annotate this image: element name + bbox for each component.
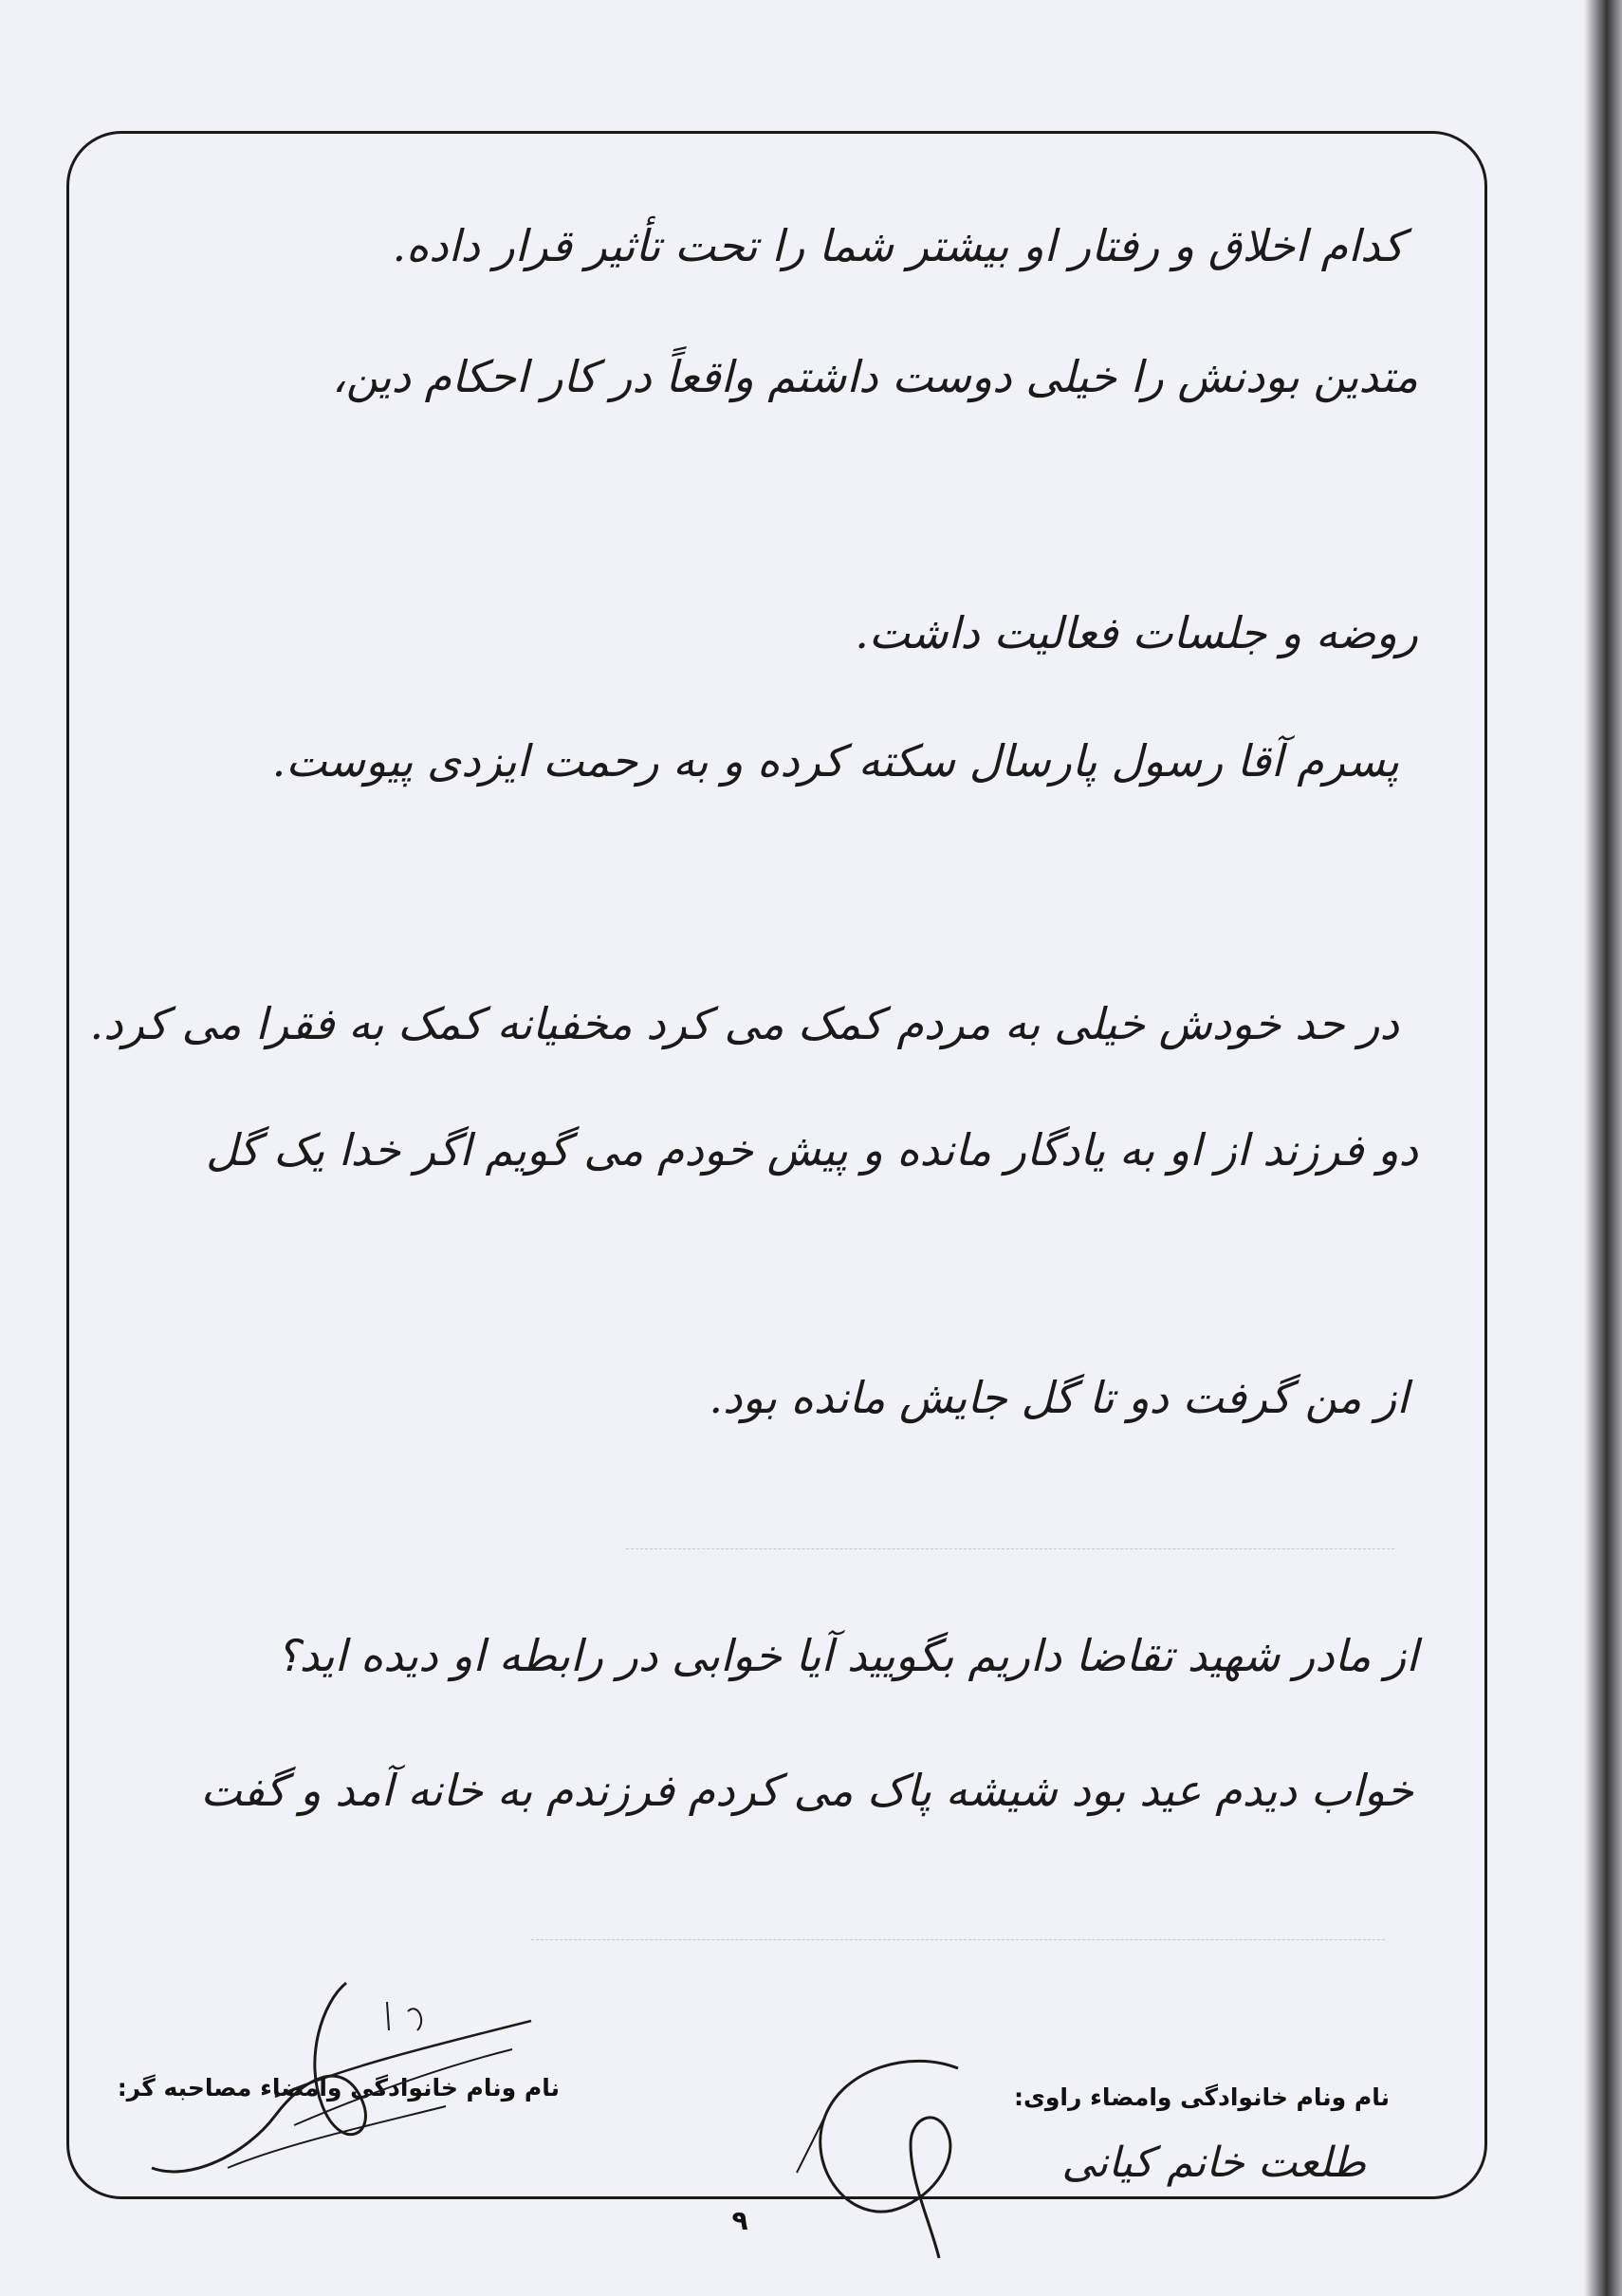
text-line-4: پسرم آقا رسول پارسال سکته کرده و به رحمت ایزدی پیوست.	[271, 735, 1399, 787]
scan-edge-shadow	[1584, 0, 1622, 2296]
text-line-3: روضه و جلسات فعالیت داشت.	[855, 607, 1418, 658]
narrator-label: نام ونام خانوادگی وامضاء راوی:	[1013, 2083, 1390, 2111]
text-line-7: از من گرفت دو تا گل جایش مانده بود.	[709, 1372, 1409, 1423]
narrator-signature	[768, 2030, 1034, 2258]
text-line-9: خواب دیدم عید بود شیشه پاک می کردم فرزندم به خانه آمد و گفت	[200, 1765, 1413, 1816]
dotted-rule	[626, 1548, 1394, 1549]
text-line-1: کدام اخلاق و رفتار او بیشتر شما را تحت تأثیر قرار داده.	[392, 220, 1404, 271]
text-line-8: از مادر شهید تقاضا داریم بگویید آیا خوابی در رابطه او دیده اید؟	[276, 1630, 1418, 1681]
text-line-6: دو فرزند از او به یادگار مانده و پیش خودم می گویم اگر خدا یک گل	[205, 1124, 1418, 1176]
page-number: ۹	[731, 2205, 748, 2236]
text-line-2: متدین بودنش را خیلی دوست داشتم واقعاً در کار احکام دین،	[331, 351, 1418, 402]
text-line-5: در حد خودش خیلی به مردم کمک می کرد مخفیانه کمک به فقرا می کرد.	[89, 998, 1399, 1049]
dotted-rule-2	[531, 1939, 1385, 1940]
interviewer-label: نام ونام خانوادگی وامضاء مصاحبه گر:	[117, 2074, 560, 2102]
interviewer-signature	[133, 1964, 569, 2192]
narrator-name: طلعت خانم کیانی	[1061, 2139, 1366, 2187]
